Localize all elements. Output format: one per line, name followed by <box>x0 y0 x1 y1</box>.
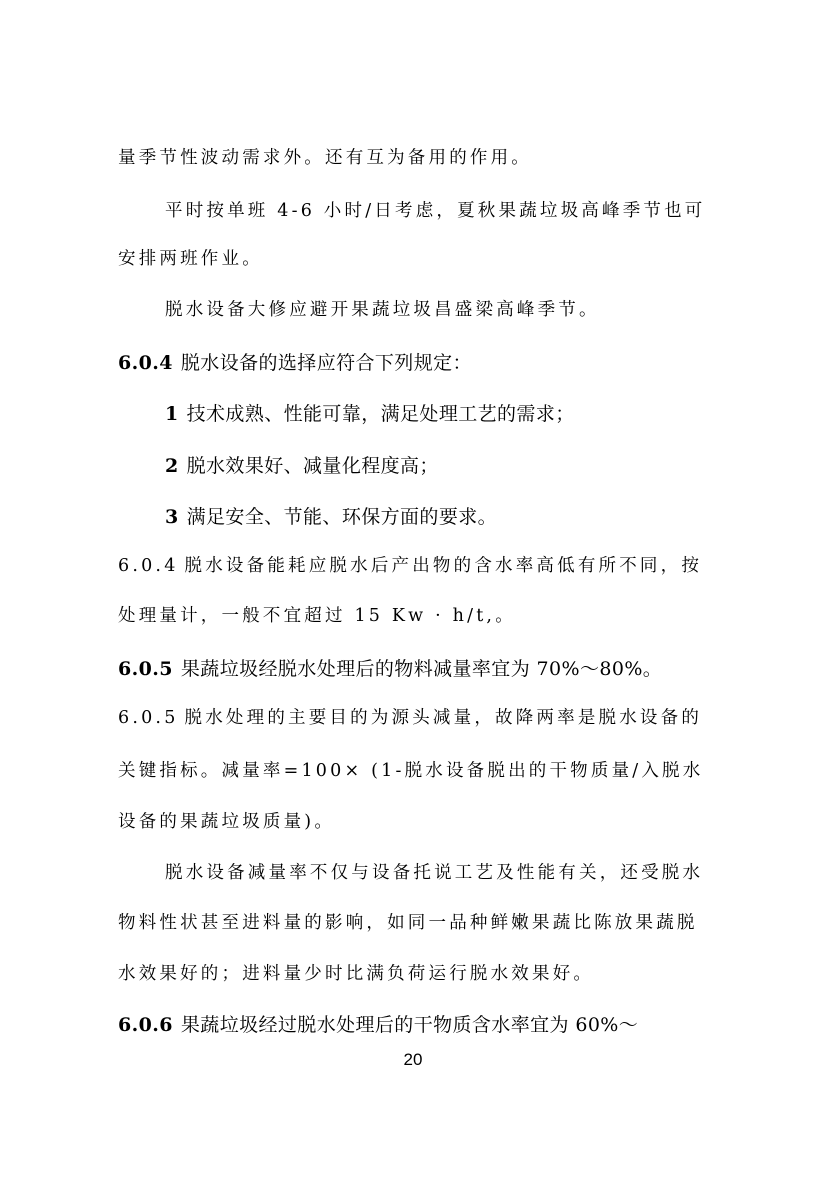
list-item: 2 脱水效果好、减量化程度高； <box>165 455 439 477</box>
commentary-line: 量季节性波动需求外。还有互为备用的作用。 <box>118 148 532 168</box>
commentary-line: 脱水设备大修应避开果蔬垃圾昌盛梁高峰季节。 <box>165 300 600 320</box>
item-number: 3 <box>165 506 179 528</box>
clause-6-0-5: 6.0.5 果蔬垃圾经脱水处理后的物料减量率宜为 70%～80%。 <box>118 658 663 680</box>
clause-number: 6.0.4 <box>118 352 173 374</box>
list-item: 3 满足安全、节能、环保方面的要求。 <box>165 506 498 528</box>
clause-number: 6.0.5 <box>118 658 173 680</box>
commentary-line: 关键指标。减量率=100× (1-脱水设备脱出的干物质量/入脱水 <box>118 761 704 781</box>
commentary-line: 脱水设备减量率不仅与设备托说工艺及性能有关，还受脱水 <box>165 863 704 883</box>
commentary-number: 6.0.5 <box>118 708 179 728</box>
clause-6-0-6: 6.0.6 果蔬垃圾经过脱水处理后的干物质含水率宜为 60%～ <box>118 1014 639 1036</box>
commentary-line: 平时按单班 4-6 小时/日考虑，夏秋果蔬垃圾高峰季节也可 <box>165 201 706 221</box>
item-number: 1 <box>165 403 179 425</box>
clause-number: 6.0.6 <box>118 1014 173 1036</box>
commentary-line: 安排两班作业。 <box>118 249 263 269</box>
clause-6-0-4: 6.0.4 脱水设备的选择应符合下列规定： <box>118 352 472 374</box>
commentary-line: 水效果好的；进料量少时比满负荷运行脱水效果好。 <box>118 964 595 984</box>
commentary-number: 6.0.4 <box>118 556 179 576</box>
item-number: 2 <box>165 455 179 477</box>
commentary-line: 物料性状甚至进料量的影响，如同一品种鲜嫩果蔬比陈放果蔬脱 <box>118 913 698 933</box>
commentary-line: 设备的果蔬垃圾质量)。 <box>118 812 336 832</box>
commentary-line: 处理量计，一般不宜超过 15 Kw · h/t,。 <box>118 606 516 626</box>
commentary-6-0-4: 6.0.4 脱水设备能耗应脱水后产出物的含水率高低有所不同，按 <box>118 556 703 576</box>
page-number: 20 <box>403 1050 423 1069</box>
commentary-6-0-5: 6.0.5 脱水处理的主要目的为源头减量，故降两率是脱水设备的 <box>118 708 703 728</box>
list-item: 1 技术成熟、性能可靠，满足处理工艺的需求； <box>165 403 575 425</box>
